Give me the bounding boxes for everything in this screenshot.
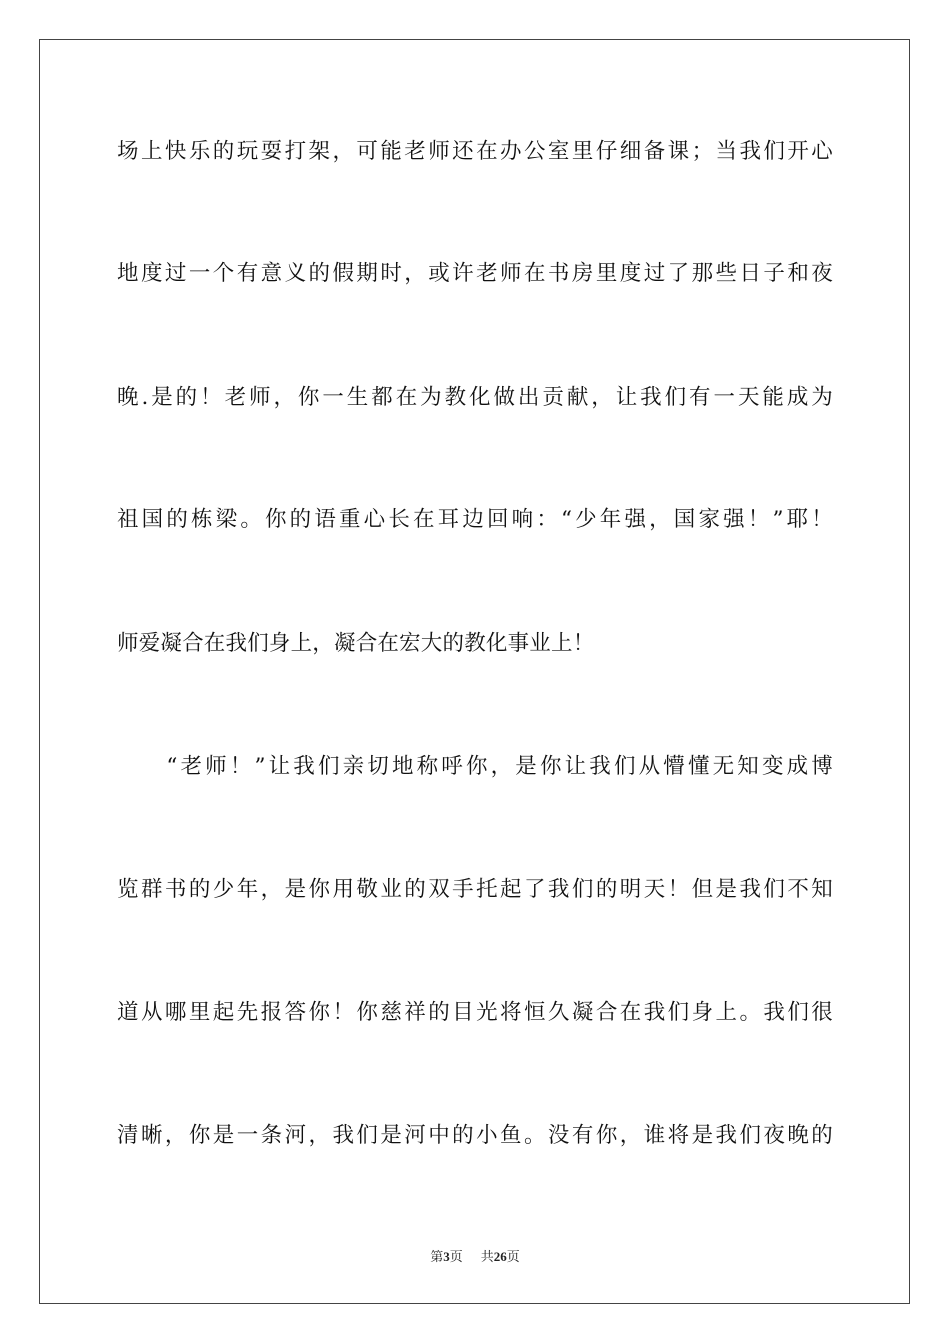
text-line: 祖国的栋梁。你的语重心长在耳边回响：“少年强，国家强！”耶！ — [117, 507, 833, 532]
text-line: 晚.是的！老师，你一生都在为教化做出贡献，让我们有一天能成为 — [117, 385, 833, 410]
total-prefix: 共 — [480, 1250, 494, 1265]
text-line: 场上快乐的玩耍打架，可能老师还在办公室里仔细备课；当我们开心 — [117, 139, 833, 164]
text-line: “老师！”让我们亲切地称呼你，是你让我们从懵懂无知变成博 — [117, 754, 833, 779]
page-prefix: 第 — [430, 1250, 444, 1265]
text-line: 师爱凝合在我们身上，凝合在宏大的教化事业上！ — [117, 631, 595, 656]
total-suffix: 页 — [506, 1250, 520, 1265]
page-number: 3 — [443, 1249, 450, 1264]
text-line: 地度过一个有意义的假期时，或许老师在书房里度过了那些日子和夜 — [117, 261, 833, 286]
page-total: 26 — [493, 1249, 507, 1264]
page-border — [39, 39, 910, 1304]
page-suffix: 页 — [449, 1250, 463, 1265]
text-line: 清晰，你是一条河，我们是河中的小鱼。没有你，谁将是我们夜晚的 — [117, 1123, 833, 1148]
text-line: 览群书的少年，是你用敬业的双手托起了我们的明天！但是我们不知 — [117, 877, 833, 902]
text-line: 道从哪里起先报答你！你慈祥的目光将恒久凝合在我们身上。我们很 — [117, 1000, 833, 1025]
page-footer — [0, 1248, 950, 1267]
